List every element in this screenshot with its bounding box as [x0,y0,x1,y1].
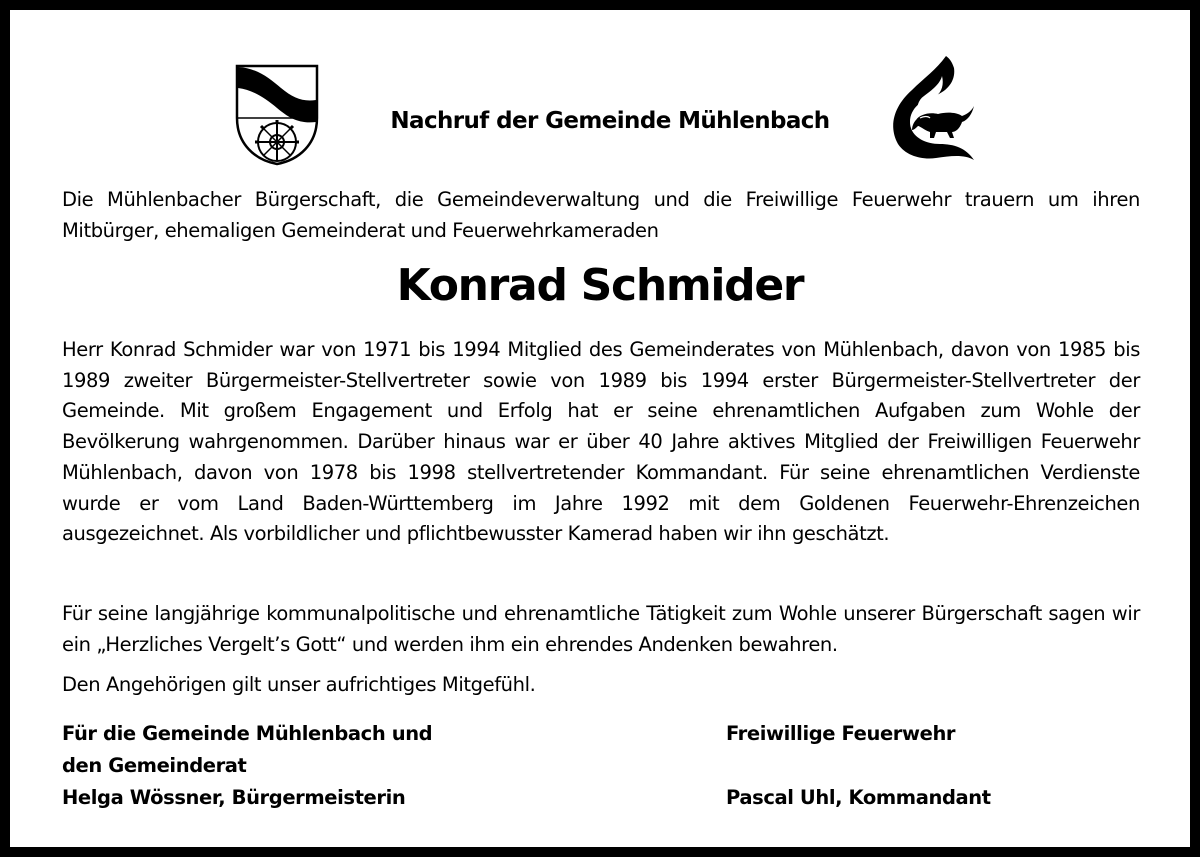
municipal-coat-of-arms-icon [229,56,325,168]
signature-fire-brigade-line3: Pascal Uhl, Kommandant [726,786,991,809]
signature-municipality [62,718,622,814]
signature-municipality-line2: den Gemeinderat [62,754,247,777]
signature-fire-brigade-line2 [726,750,1166,782]
intro-text: Die Mühlenbacher Bürgerschaft, die Gemeindeverwaltung und die Freiwillige Feuerwehr trauern um ihren Mitbürger, ehemaligen Gemeinderat und Feuerwehrkameraden [62,188,1140,242]
fire-brigade-flame-lion-icon [884,50,980,168]
thanks-paragraph: Für seine langjährige kommunalpolitische und ehrenamtliche Tätigkeit zum Wohle unserer Bürgerschaft sagen wir ein „Herzliches Vergelt’s Gott“ und werden ihm ein ehrendes Andenken bewahren. [62,602,1140,656]
signature-fire-brigade-line1: Freiwillige Feuerwehr [726,722,956,745]
signature-fire-brigade [726,718,1166,814]
signature-municipality-line1: Für die Gemeinde Mühlenbach und [62,722,433,745]
deceased-name: Konrad Schmider [396,260,804,311]
condolence-line: Den Angehörigen gilt unser aufrichtiges Mitgefühl. [62,673,536,696]
header-title: Nachruf der Gemeinde Mühlenbach [390,108,830,134]
signature-municipality-line3: Helga Wössner, Bürgermeisterin [62,786,406,809]
biography-paragraph: Herr Konrad Schmider war von 1971 bis 1994 Mitglied des Gemeinderates von Mühlenbach, davon von 1985 bis 1989 zweiter Bürgermeister-Stellvertreter sowie von 1989 bis 1994 erster Bürgermeister-Stellvertreter der Gemeinde. Mit großem Engagement und Erfolg hat er seine ehrenamtlichen Aufgaben zum Wohle der Bevölkerung wahrgenommen. Darüber hinaus war er über 40 Jahre aktives Mitglied der Freiwilligen Feuerwehr Mühlenbach, davon von 1978 bis 1998 stellvertretender Kommandant. Für seine ehrenamtlichen Verdienste wurde er vom Land Baden-Württemberg im Jahre 1992 mit dem Goldenen Feuerwehr-Ehrenzeichen ausgezeichnet. Als vorbildlicher und pflichtbewusster Kamerad haben wir ihn geschätzt. [62,338,1140,546]
obituary-notice [10,10,1190,847]
